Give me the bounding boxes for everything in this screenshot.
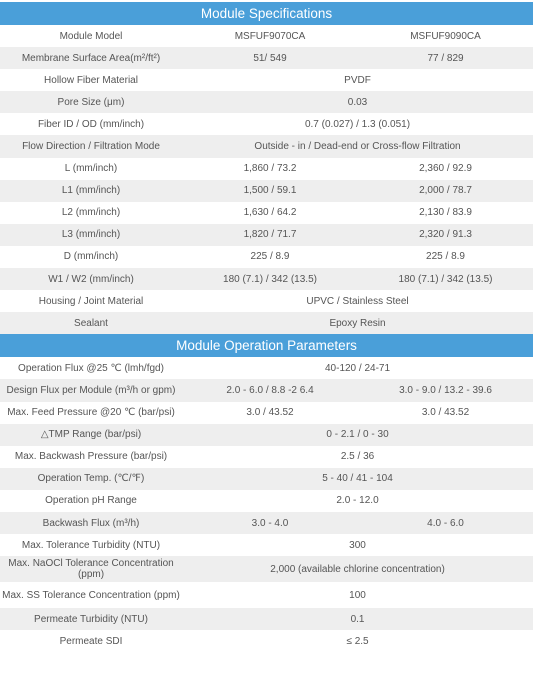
msfuf9090ca-value: 225 / 8.9 [358, 246, 533, 268]
shared-value: Outside - in / Dead-end or Cross-flow Filtration [182, 135, 533, 157]
msfuf9090ca-value: 3.0 - 9.0 / 13.2 - 39.6 [358, 379, 533, 401]
table-row [0, 202, 533, 224]
table-row [0, 446, 533, 468]
shared-value: 5 - 40 / 41 - 104 [182, 468, 533, 490]
shared-value: PVDF [182, 69, 533, 91]
table-row [0, 312, 533, 334]
section-title: Module Specifications [0, 2, 533, 25]
table-row [0, 357, 533, 379]
table-row [0, 224, 533, 246]
parameter-label: W1 / W2 (mm/inch) [0, 268, 182, 290]
table-row [0, 402, 533, 424]
shared-value: 2.5 / 36 [182, 446, 533, 468]
msfuf9090ca-value: 2,320 / 91.3 [358, 224, 533, 246]
parameter-label: Design Flux per Module (m³/h or gpm) [0, 379, 182, 401]
msfuf9090ca-value: 4.0 - 6.0 [358, 512, 533, 534]
parameter-label: Module Model [0, 25, 182, 47]
msfuf9070ca-value: 3.0 / 43.52 [182, 402, 358, 424]
parameter-label: Fiber ID / OD (mm/inch) [0, 113, 182, 135]
table-row [0, 113, 533, 135]
module-operation-parameters-header [0, 334, 533, 357]
parameter-label: Sealant [0, 312, 182, 334]
parameter-label: Housing / Joint Material [0, 290, 182, 312]
parameter-label: Max. Tolerance Turbidity (NTU) [0, 534, 182, 556]
table-row [0, 290, 533, 312]
parameter-label: Operation Flux @25 ℃ (lmh/fgd) [0, 357, 182, 379]
msfuf9070ca-value: 180 (7.1) / 342 (13.5) [182, 268, 358, 290]
shared-value: 0.7 (0.027) / 1.3 (0.051) [182, 113, 533, 135]
shared-value: UPVC / Stainless Steel [182, 290, 533, 312]
msfuf9070ca-value: 51/ 549 [182, 47, 358, 69]
shared-value: ≤ 2.5 [182, 630, 533, 652]
table-row [0, 556, 533, 582]
shared-value: 300 [182, 534, 533, 556]
table-row [0, 268, 533, 290]
table-row [0, 47, 533, 69]
shared-value: 0.03 [182, 91, 533, 113]
msfuf9090ca-value: MSFUF9090CA [358, 25, 533, 47]
table-row [0, 582, 533, 608]
msfuf9090ca-value: 3.0 / 43.52 [358, 402, 533, 424]
parameter-label: Flow Direction / Filtration Mode [0, 135, 182, 157]
parameter-label: Operation Temp. (℃/℉) [0, 468, 182, 490]
table-row [0, 379, 533, 401]
table-row [0, 608, 533, 630]
table-row [0, 158, 533, 180]
table-row [0, 246, 533, 268]
parameter-label: Membrane Surface Area(m²/ft²) [0, 47, 182, 69]
table-row [0, 490, 533, 512]
shared-value: 0 - 2.1 / 0 - 30 [182, 424, 533, 446]
parameter-label: Operation pH Range [0, 490, 182, 512]
msfuf9090ca-value: 2,000 / 78.7 [358, 180, 533, 202]
parameter-label: △TMP Range (bar/psi) [0, 424, 182, 446]
table-row [0, 25, 533, 47]
parameter-label: Max. Feed Pressure @20 ℃ (bar/psi) [0, 402, 182, 424]
shared-value: 2,000 (available chlorine concentration) [182, 556, 533, 582]
table-row [0, 180, 533, 202]
shared-value: 40-120 / 24-71 [182, 357, 533, 379]
parameter-label: Permeate Turbidity (NTU) [0, 608, 182, 630]
msfuf9090ca-value: 2,130 / 83.9 [358, 202, 533, 224]
msfuf9070ca-value: 1,630 / 64.2 [182, 202, 358, 224]
shared-value: 0.1 [182, 608, 533, 630]
table-row [0, 91, 533, 113]
msfuf9090ca-value: 77 / 829 [358, 47, 533, 69]
parameter-label: D (mm/inch) [0, 246, 182, 268]
parameter-label: Max. SS Tolerance Concentration (ppm) [0, 582, 182, 608]
shared-value: Epoxy Resin [182, 312, 533, 334]
parameter-label: Permeate SDI [0, 630, 182, 652]
table-row [0, 135, 533, 157]
table-row [0, 534, 533, 556]
parameter-label: Hollow Fiber Material [0, 69, 182, 91]
msfuf9070ca-value: 3.0 - 4.0 [182, 512, 358, 534]
parameter-label: Pore Size (μm) [0, 91, 182, 113]
parameter-label: L2 (mm/inch) [0, 202, 182, 224]
msfuf9070ca-value: 1,860 / 73.2 [182, 158, 358, 180]
msfuf9090ca-value: 2,360 / 92.9 [358, 158, 533, 180]
parameter-label: Max. Backwash Pressure (bar/psi) [0, 446, 182, 468]
table-row [0, 69, 533, 91]
table-row [0, 424, 533, 446]
msfuf9070ca-value: 225 / 8.9 [182, 246, 358, 268]
section-title: Module Operation Parameters [0, 334, 533, 357]
msfuf9070ca-value: 1,500 / 59.1 [182, 180, 358, 202]
table-row [0, 630, 533, 652]
module-specifications-header [0, 2, 533, 25]
parameter-label: L (mm/inch) [0, 158, 182, 180]
msfuf9070ca-value: 2.0 - 6.0 / 8.8 -2 6.4 [182, 379, 358, 401]
msfuf9090ca-value: 180 (7.1) / 342 (13.5) [358, 268, 533, 290]
shared-value: 2.0 - 12.0 [182, 490, 533, 512]
msfuf9070ca-value: MSFUF9070CA [182, 25, 358, 47]
parameter-label: Backwash Flux (m³/h) [0, 512, 182, 534]
shared-value: 100 [182, 582, 533, 608]
parameter-label: Max. NaOCl Tolerance Concentration (ppm) [0, 556, 182, 582]
specifications-table [0, 2, 533, 652]
msfuf9070ca-value: 1,820 / 71.7 [182, 224, 358, 246]
table-row [0, 468, 533, 490]
table-row [0, 512, 533, 534]
parameter-label: L3 (mm/inch) [0, 224, 182, 246]
parameter-label: L1 (mm/inch) [0, 180, 182, 202]
